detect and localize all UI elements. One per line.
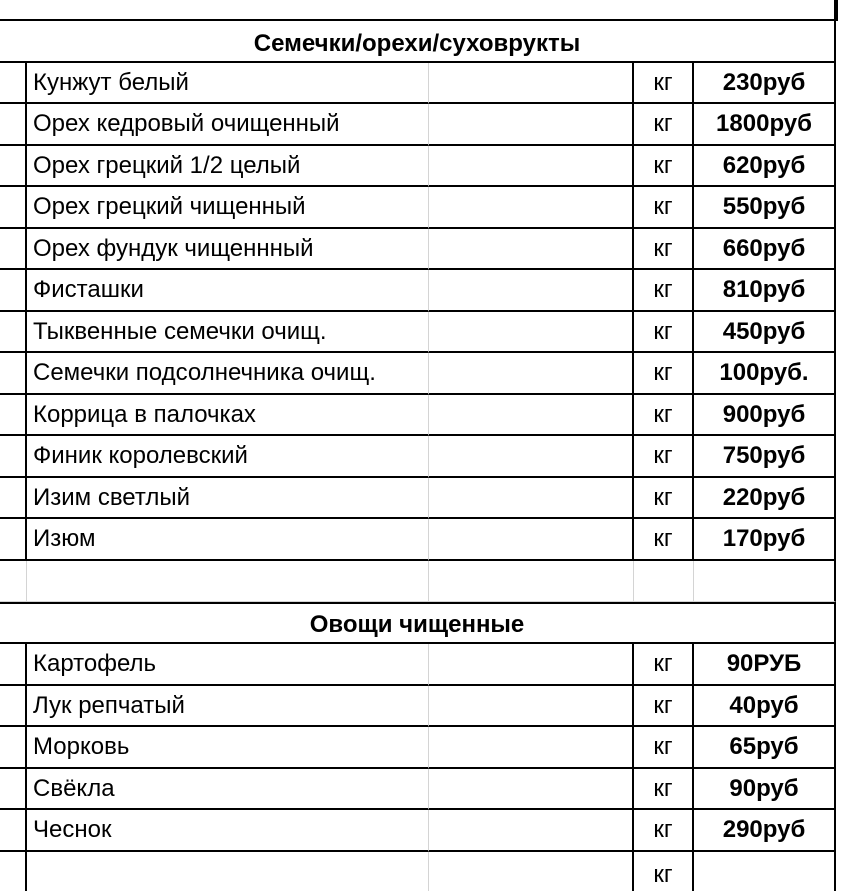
- price-cell[interactable]: 170руб: [694, 519, 836, 561]
- empty-cell[interactable]: [429, 187, 634, 229]
- empty-cell[interactable]: [429, 63, 634, 104]
- unit-cell[interactable]: кг: [634, 769, 694, 810]
- unit-cell[interactable]: кг: [634, 63, 694, 104]
- row-marker-cell[interactable]: [0, 104, 27, 146]
- cell[interactable]: [836, 0, 852, 21]
- unit-cell[interactable]: кг: [634, 187, 694, 229]
- row-marker-cell[interactable]: [0, 644, 27, 686]
- empty-cell[interactable]: [429, 229, 634, 270]
- unit-cell[interactable]: кг: [634, 727, 694, 769]
- price-cell[interactable]: 100руб.: [694, 353, 836, 395]
- table-row: [0, 810, 852, 852]
- section-header-row: [0, 21, 852, 63]
- cell[interactable]: [0, 0, 836, 21]
- table-row: [0, 187, 852, 229]
- price-cell[interactable]: 40руб: [694, 686, 836, 727]
- product-name-cell[interactable]: Орех грецкий 1/2 целый: [27, 146, 429, 187]
- product-name-cell[interactable]: Орех грецкий чищенный: [27, 187, 429, 229]
- row-marker-cell[interactable]: [0, 312, 27, 353]
- sheet-top-row: [0, 0, 852, 21]
- row-marker-cell[interactable]: [0, 229, 27, 270]
- price-cell[interactable]: 750руб: [694, 436, 836, 478]
- unit-cell[interactable]: кг: [634, 852, 694, 891]
- table-row: [0, 312, 852, 353]
- unit-cell[interactable]: кг: [634, 436, 694, 478]
- product-name-cell[interactable]: Финик королевский: [27, 436, 429, 478]
- unit-cell[interactable]: кг: [634, 686, 694, 727]
- section-title[interactable]: Овощи чищенные: [0, 602, 836, 644]
- table-row: [0, 63, 852, 104]
- empty-cell[interactable]: [429, 436, 634, 478]
- section-header-row: [0, 602, 852, 644]
- product-name-cell[interactable]: Изим светлый: [27, 478, 429, 519]
- empty-cell[interactable]: [429, 270, 634, 312]
- price-cell[interactable]: 810руб: [694, 270, 836, 312]
- price-cell[interactable]: 65руб: [694, 727, 836, 769]
- unit-cell[interactable]: кг: [634, 104, 694, 146]
- row-marker-cell[interactable]: [0, 353, 27, 395]
- empty-cell[interactable]: [429, 312, 634, 353]
- unit-cell[interactable]: кг: [634, 353, 694, 395]
- product-name-cell[interactable]: Морковь: [27, 727, 429, 769]
- table-row: [0, 852, 852, 891]
- price-cell[interactable]: 290руб: [694, 810, 836, 852]
- empty-cell[interactable]: [429, 395, 634, 436]
- price-cell[interactable]: 90руб: [694, 769, 836, 810]
- price-cell[interactable]: [694, 852, 836, 891]
- row-marker-cell[interactable]: [0, 270, 27, 312]
- row-marker-cell[interactable]: [0, 478, 27, 519]
- blank-row: [0, 561, 852, 602]
- price-cell[interactable]: 90РУБ: [694, 644, 836, 686]
- table-row: [0, 769, 852, 810]
- unit-cell[interactable]: кг: [634, 395, 694, 436]
- empty-cell[interactable]: [429, 561, 634, 602]
- row-marker-cell[interactable]: [0, 852, 27, 891]
- product-name-cell[interactable]: Изюм: [27, 519, 429, 561]
- price-cell[interactable]: 450руб: [694, 312, 836, 353]
- price-cell[interactable]: 900руб: [694, 395, 836, 436]
- row-marker-cell[interactable]: [0, 395, 27, 436]
- empty-cell[interactable]: [429, 810, 634, 852]
- product-name-cell[interactable]: Тыквенные семечки очищ.: [27, 312, 429, 353]
- product-name-cell[interactable]: Кунжут белый: [27, 63, 429, 104]
- table-row: [0, 229, 852, 270]
- product-name-cell[interactable]: Орех фундук чищеннный: [27, 229, 429, 270]
- table-row: [0, 353, 852, 395]
- product-name-cell[interactable]: Коррица в палочках: [27, 395, 429, 436]
- unit-cell[interactable]: кг: [634, 229, 694, 270]
- table-row: [0, 146, 852, 187]
- unit-cell[interactable]: кг: [634, 644, 694, 686]
- price-cell[interactable]: 230руб: [694, 63, 836, 104]
- unit-cell[interactable]: кг: [634, 146, 694, 187]
- product-name-cell[interactable]: Картофель: [27, 644, 429, 686]
- price-cell[interactable]: 550руб: [694, 187, 836, 229]
- product-name-cell[interactable]: Чеснок: [27, 810, 429, 852]
- unit-cell[interactable]: кг: [634, 270, 694, 312]
- section-title[interactable]: Семечки/орехи/суховрукты: [0, 21, 836, 63]
- unit-cell[interactable]: кг: [634, 810, 694, 852]
- row-marker-cell[interactable]: [0, 436, 27, 478]
- table-row: [0, 478, 852, 519]
- empty-cell[interactable]: [429, 478, 634, 519]
- row-marker-cell[interactable]: [0, 810, 27, 852]
- table-row: [0, 686, 852, 727]
- table-row: [0, 270, 852, 312]
- row-marker-cell[interactable]: [0, 146, 27, 187]
- empty-cell[interactable]: [0, 561, 27, 602]
- price-cell[interactable]: 620руб: [694, 146, 836, 187]
- empty-cell[interactable]: [429, 727, 634, 769]
- empty-cell[interactable]: [429, 146, 634, 187]
- empty-cell[interactable]: [429, 519, 634, 561]
- table-row: [0, 644, 852, 686]
- unit-cell[interactable]: кг: [634, 312, 694, 353]
- empty-cell[interactable]: [429, 104, 634, 146]
- empty-cell[interactable]: [429, 686, 634, 727]
- empty-cell[interactable]: [429, 852, 634, 891]
- empty-cell[interactable]: [27, 561, 429, 602]
- row-marker-cell[interactable]: [0, 63, 27, 104]
- empty-cell[interactable]: [694, 561, 836, 602]
- row-marker-cell[interactable]: [0, 769, 27, 810]
- product-name-cell[interactable]: Свёкла: [27, 769, 429, 810]
- empty-cell[interactable]: [429, 769, 634, 810]
- price-cell[interactable]: 220руб: [694, 478, 836, 519]
- table-row: [0, 104, 852, 146]
- product-name-cell[interactable]: Семечки подсолнечника очищ.: [27, 353, 429, 395]
- unit-cell[interactable]: кг: [634, 519, 694, 561]
- row-marker-cell[interactable]: [0, 519, 27, 561]
- row-marker-cell[interactable]: [0, 727, 27, 769]
- empty-cell[interactable]: [429, 644, 634, 686]
- price-cell[interactable]: 1800руб: [694, 104, 836, 146]
- empty-cell[interactable]: [429, 353, 634, 395]
- row-marker-cell[interactable]: [0, 686, 27, 727]
- product-name-cell[interactable]: Лук репчатый: [27, 686, 429, 727]
- product-name-cell[interactable]: Фисташки: [27, 270, 429, 312]
- table-row: [0, 395, 852, 436]
- product-name-cell[interactable]: Орех кедровый очищенный: [27, 104, 429, 146]
- table-row: [0, 519, 852, 561]
- price-cell[interactable]: 660руб: [694, 229, 836, 270]
- table-row: [0, 436, 852, 478]
- empty-cell[interactable]: [634, 561, 694, 602]
- product-name-cell[interactable]: [27, 852, 429, 891]
- row-marker-cell[interactable]: [0, 187, 27, 229]
- table-row: [0, 727, 852, 769]
- unit-cell[interactable]: кг: [634, 478, 694, 519]
